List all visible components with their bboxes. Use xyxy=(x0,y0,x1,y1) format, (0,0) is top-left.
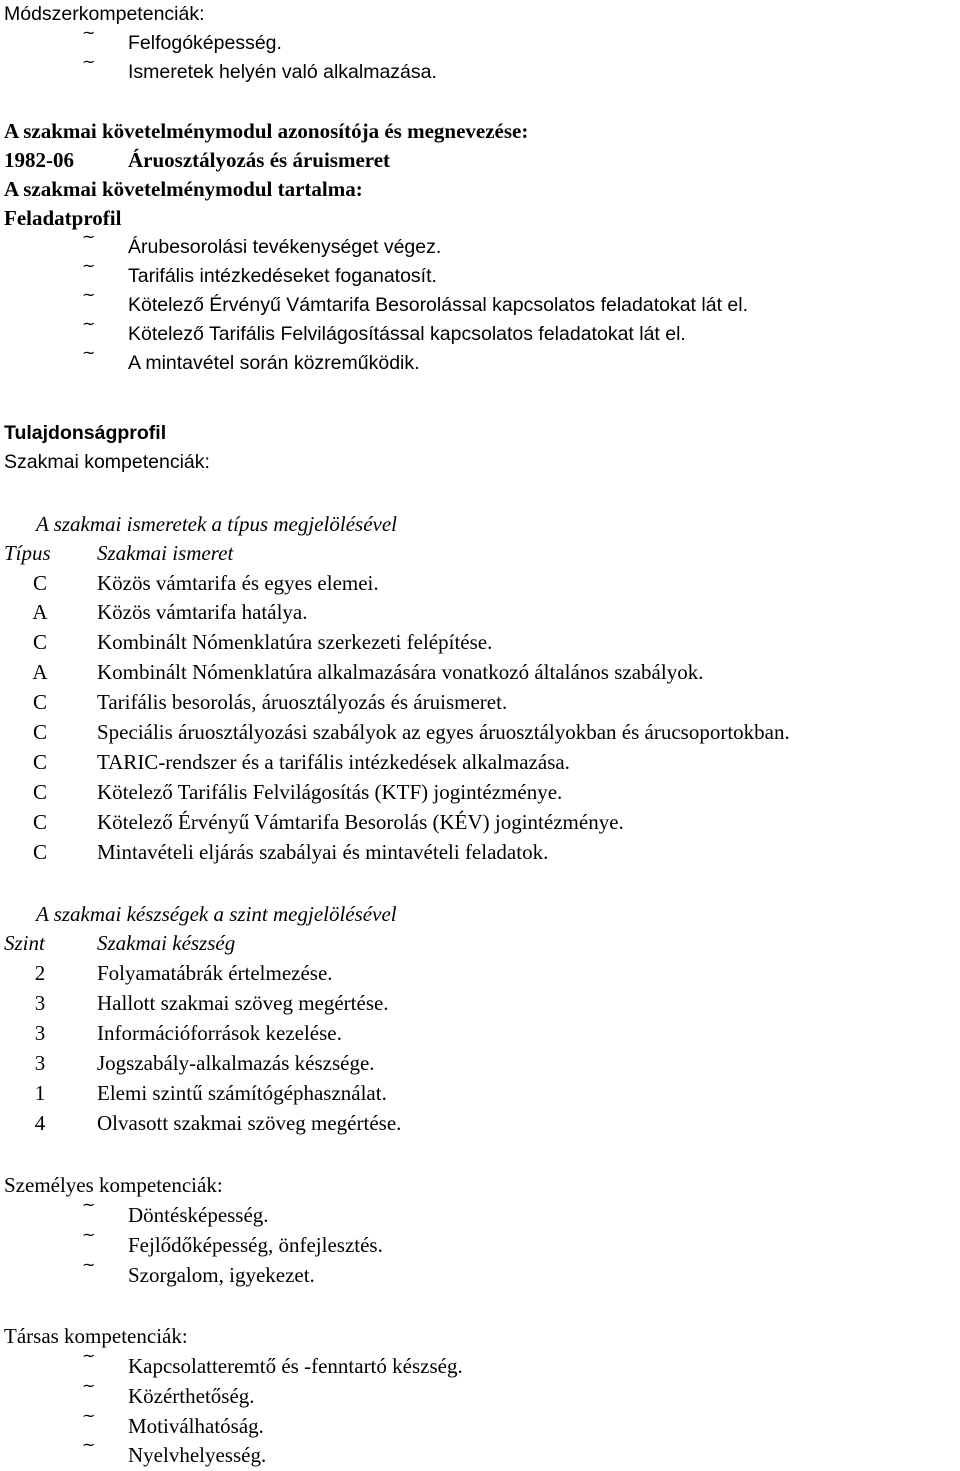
task-item: ~ A mintavétel során közreműködik. xyxy=(82,343,420,374)
tilde-bullet-icon: ~ xyxy=(82,1376,96,1395)
task-item: ~ Kötelező Tarifális Felvilágosítással kapcsolatos feladatokat lát el. xyxy=(82,314,686,345)
tilde-bullet-icon: ~ xyxy=(82,1195,96,1214)
tilde-bullet-icon: ~ xyxy=(82,343,96,362)
method-item: ~ Felfogóképesség. xyxy=(82,23,282,54)
knowledge-caption: A szakmai ismeretek a típus megjelölésével xyxy=(36,512,397,536)
task-item: ~ Árubesorolási tevékenységet végez. xyxy=(82,227,442,258)
task-item: ~ Tarifális intézkedéseket foganatosít. xyxy=(82,256,437,287)
knowledge-row: C Kötelező Tarifális Felvilágosítás (KTF) jogintézménye. xyxy=(32,780,563,804)
skills-col-item: Szakmai készség xyxy=(97,931,236,955)
skills-header-row xyxy=(0,929,960,958)
skills-row: 2 Folyamatábrák értelmezése. xyxy=(34,961,333,985)
social-item: ~ Közérthetőség. xyxy=(82,1376,255,1408)
social-item: ~ Nyelvhelyesség. xyxy=(82,1435,267,1467)
tilde-bullet-icon: ~ xyxy=(82,52,96,71)
tilde-bullet-icon: ~ xyxy=(82,1406,96,1425)
tilde-bullet-icon: ~ xyxy=(82,285,96,304)
skills-col-level: Szint xyxy=(4,931,45,955)
skills-caption: A szakmai készségek a szint megjelölésével xyxy=(36,902,397,926)
module-code-row xyxy=(0,146,960,175)
knowledge-row: C Kötelező Érvényű Vámtarifa Besorolás (KÉV) jogintézménye. xyxy=(32,810,624,834)
personal-heading: Személyes kompetenciák: xyxy=(4,1173,223,1197)
tilde-bullet-icon: ~ xyxy=(82,314,96,333)
knowledge-row: C Mintavételi eljárás szabályai és mintavételi feladatok. xyxy=(32,840,549,864)
method-heading: Módszerkompetenciák: xyxy=(4,3,205,25)
knowledge-row: C TARIC-rendszer és a tarifális intézkedések alkalmazása. xyxy=(32,750,570,774)
knowledge-row: C Közös vámtarifa és egyes elemei. xyxy=(32,571,379,595)
module-content-heading: A szakmai követelménymodul tartalma: xyxy=(4,177,363,201)
tilde-bullet-icon: ~ xyxy=(82,23,96,42)
skills-row: 1 Elemi szintű számítógéphasználat. xyxy=(34,1081,387,1105)
property-profile-heading: Tulajdonságprofil xyxy=(4,422,167,444)
knowledge-row: C Kombinált Nómenklatúra szerkezeti felépítése. xyxy=(32,630,493,654)
knowledge-row: A Kombinált Nómenklatúra alkalmazására vonatkozó általános szabályok. xyxy=(32,660,704,684)
module-name: Áruosztályozás és áruismeret xyxy=(128,148,391,172)
skills-row: 4 Olvasott szakmai szöveg megértése. xyxy=(34,1111,402,1135)
social-heading: Társas kompetenciák: xyxy=(4,1324,188,1348)
tilde-bullet-icon: ~ xyxy=(82,1346,96,1365)
method-item: ~ Ismeretek helyén való alkalmazása. xyxy=(82,52,437,83)
tilde-bullet-icon: ~ xyxy=(82,227,96,246)
module-id-heading: A szakmai követelménymodul azonosítója és megnevezése: xyxy=(4,119,529,143)
professional-competencies-heading: Szakmai kompetenciák: xyxy=(4,451,210,473)
tilde-bullet-icon: ~ xyxy=(82,1225,96,1244)
personal-item: ~ Döntésképesség. xyxy=(82,1195,269,1227)
social-item: ~ Motiválhatóság. xyxy=(82,1406,264,1438)
knowledge-header-row xyxy=(0,539,960,568)
module-code: 1982-06 xyxy=(4,148,74,172)
skills-row: 3 Információforrások kezelése. xyxy=(34,1021,342,1045)
knowledge-row: A Közös vámtarifa hatálya. xyxy=(32,600,308,624)
tilde-bullet-icon: ~ xyxy=(82,256,96,275)
task-item: ~ Kötelező Érvényű Vámtarifa Besorolással kapcsolatos feladatokat lát el. xyxy=(82,285,749,316)
social-item: ~ Kapcsolatteremtő és -fenntartó készség. xyxy=(82,1346,463,1378)
knowledge-row: C Speciális áruosztályozási szabályok az egyes áruosztályokban és árucsoportokban. xyxy=(32,720,790,744)
personal-item: ~ Szorgalom, igyekezet. xyxy=(82,1255,315,1287)
knowledge-col-type: Típus xyxy=(4,541,51,565)
personal-item: ~ Fejlődőképesség, önfejlesztés. xyxy=(82,1225,383,1257)
knowledge-col-item: Szakmai ismeret xyxy=(97,541,234,565)
task-profile-heading: Feladatprofil xyxy=(4,206,122,230)
skills-row: 3 Hallott szakmai szöveg megértése. xyxy=(34,991,389,1015)
knowledge-row: C Tarifális besorolás, áruosztályozás és áruismeret. xyxy=(32,690,508,714)
tilde-bullet-icon: ~ xyxy=(82,1255,96,1274)
tilde-bullet-icon: ~ xyxy=(82,1435,96,1454)
skills-row: 3 Jogszabály-alkalmazás készsége. xyxy=(34,1051,375,1075)
